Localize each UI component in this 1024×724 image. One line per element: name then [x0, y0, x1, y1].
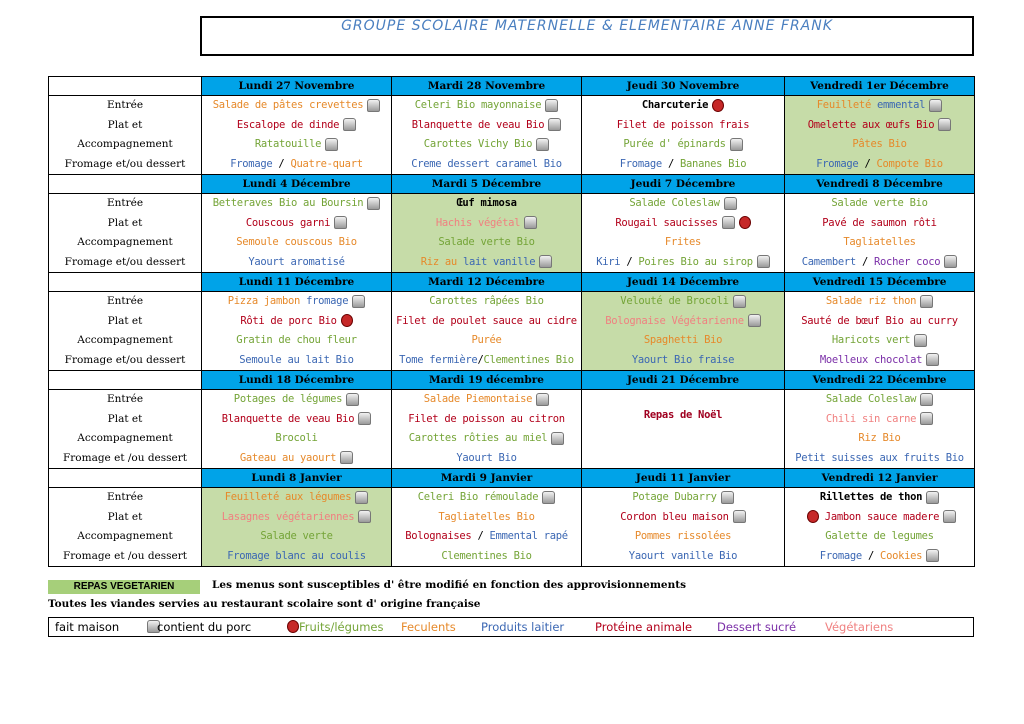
menu-cell-vegetarian — [785, 96, 975, 175]
chef-hat-icon — [943, 510, 956, 523]
chef-hat-icon — [929, 99, 942, 112]
week-header — [49, 175, 975, 194]
menu-cell — [392, 390, 582, 469]
dish: Riz au — [420, 255, 457, 268]
dish: Brocoli — [275, 432, 318, 444]
dish: Riz Bio — [858, 432, 901, 444]
dish: Potages de légumes — [233, 393, 343, 405]
dish: Salade verte — [260, 530, 333, 542]
dish: Gratin de chou fleur — [236, 334, 357, 346]
day-header: Vendredi 15 Décembre — [785, 273, 975, 292]
legend-proteine-animale: Protéine animale — [595, 620, 693, 634]
chef-hat-icon — [920, 393, 933, 406]
dish: Celeri Bio rémoulade — [417, 491, 539, 503]
separator: / — [278, 157, 285, 170]
dish: Carottes rôties au miel — [408, 432, 548, 444]
dish: Petit suisses aux fruits Bio — [795, 451, 964, 464]
dish: Feuilleté aux légumes — [224, 491, 352, 503]
dish: Clementines Bio — [441, 549, 532, 562]
dish: Emmental rapé — [489, 530, 568, 542]
chef-hat-icon — [355, 491, 368, 504]
chef-hat-icon — [724, 197, 737, 210]
label-accompagnement: Accompagnement — [77, 236, 173, 248]
row-labels — [49, 390, 202, 469]
dish: Blanquette de veau Bio — [221, 412, 355, 425]
dish: Jambon sauce madere — [824, 510, 940, 523]
pig-icon — [739, 216, 751, 229]
dish: emmental — [877, 99, 926, 111]
dish: Tome fermière — [399, 353, 478, 366]
label-plat: Plat et — [107, 510, 143, 523]
dish: Carottes Vichy Bio — [423, 138, 533, 150]
page-title: GROUPE SCOLAIRE MATERNELLE & ELEMENTAIRE ANNE FRANK — [341, 18, 833, 34]
day-header: Mardi 19 décembre — [392, 371, 582, 390]
dish: Semoule couscous Bio — [236, 236, 357, 248]
chef-hat-icon — [367, 99, 380, 112]
meat-origin-note: Toutes les viandes servies au restaurant scolaire sont d' origine française — [48, 598, 481, 610]
dish: Galette de legumes — [825, 530, 934, 542]
day-header: Jeudi 11 Janvier — [582, 469, 785, 488]
legend-produits-laitier: Produits laitier — [481, 620, 565, 634]
row-labels — [49, 96, 202, 175]
chef-hat-icon — [733, 295, 746, 308]
chef-hat-icon — [524, 216, 537, 229]
week-header — [49, 371, 975, 390]
separator: / — [477, 530, 484, 542]
chef-hat-icon — [944, 255, 957, 268]
label-entree: Entrée — [106, 491, 144, 503]
separator: / — [477, 353, 484, 366]
menu-cell — [582, 488, 785, 567]
dish-repas-noel: Repas de Noël — [643, 409, 723, 421]
legend-fruits-legumes: Fruits/légumes — [299, 620, 384, 634]
vegetarian-legend-badge: REPAS VEGETARIEN — [48, 580, 200, 594]
legend-fait-maison: fait maison — [55, 620, 120, 634]
separator: / — [867, 549, 875, 562]
menu-cell — [582, 96, 785, 175]
dish: Yaourt aromatisé — [248, 255, 345, 268]
chef-hat-icon — [358, 510, 371, 523]
day-header: Lundi 18 Décembre — [202, 371, 392, 390]
legend-dessert-sucre: Dessert sucré — [717, 620, 797, 634]
label-plat: Plat et — [107, 314, 143, 327]
dish: Gateau au yaourt — [239, 451, 337, 464]
dish: Clementines Bio — [483, 353, 574, 366]
dish: Fromage blanc au coulis — [227, 549, 366, 562]
dish: Frites — [664, 236, 702, 248]
day-header: Mardi 9 Janvier — [392, 469, 582, 488]
chef-hat-icon — [352, 295, 365, 308]
day-header: Vendredi 8 Décembre — [785, 175, 975, 194]
day-header: Lundi 27 Novembre — [202, 77, 392, 96]
dish: Velouté de Brocoli — [620, 295, 729, 307]
separator: / — [864, 157, 871, 170]
dish: Moelleux chocolat — [819, 353, 923, 366]
dish: Salade de pâtes crevettes — [212, 99, 364, 111]
dish: Salade verte Bio — [831, 197, 928, 209]
day-header: Lundi 8 Janvier — [202, 469, 392, 488]
day-header: Lundi 4 Décembre — [202, 175, 392, 194]
dish: Yaourt Bio fraise — [631, 353, 735, 366]
label-entree: Entrée — [106, 197, 144, 209]
menu-cell — [202, 96, 392, 175]
menu-cell — [785, 292, 975, 371]
dish: Hachis végétal — [435, 216, 521, 229]
day-header: Lundi 11 Décembre — [202, 273, 392, 292]
dish: Salade verte Bio — [438, 236, 535, 248]
chef-hat-icon — [757, 255, 770, 268]
menu-cell-noel — [582, 390, 785, 469]
week-row — [49, 96, 975, 175]
separator: / — [861, 255, 868, 268]
week-row — [49, 194, 975, 273]
label-accompagnement: Accompagnement — [77, 530, 173, 542]
dish: Fromage — [819, 549, 862, 562]
day-header: Jeudi 21 Décembre — [582, 371, 785, 390]
dish: Salade Coleslaw — [629, 197, 720, 209]
chef-hat-icon — [343, 118, 356, 131]
week-header — [49, 77, 975, 96]
dish: Poires Bio au sirop — [638, 255, 753, 268]
legend-feculents: Feculents — [401, 620, 456, 634]
day-header: Jeudi 30 Novembre — [582, 77, 785, 96]
dish: Escalope de dinde — [236, 118, 340, 131]
label-plat: Plat et — [107, 412, 143, 425]
dish: Salade riz thon — [825, 295, 917, 307]
day-header: Jeudi 7 Décembre — [582, 175, 785, 194]
day-header: Vendredi 1er Décembre — [785, 77, 975, 96]
menu-cell — [392, 96, 582, 175]
row-labels — [49, 194, 202, 273]
menu-cell — [785, 488, 975, 567]
dish: Kiri — [596, 255, 621, 268]
dish: Ratatouille — [254, 138, 322, 150]
pig-icon — [341, 314, 353, 327]
chef-hat-icon — [340, 451, 353, 464]
dish: Yaourt vanille Bio — [628, 549, 738, 562]
chef-hat-icon — [551, 432, 564, 445]
dish: Cordon bleu maison — [620, 510, 729, 523]
dish: Purée d' épinards — [623, 138, 726, 150]
dish: Omelette aux œufs Bio — [807, 118, 935, 131]
label-dessert: Fromage et /ou dessert — [62, 451, 187, 464]
pig-icon — [807, 510, 819, 523]
label-dessert: Fromage et/ou dessert — [64, 255, 186, 268]
dish: Filet de poisson frais — [616, 118, 750, 131]
chef-hat-icon — [358, 412, 371, 425]
menu-cell-vegetarian — [202, 488, 392, 567]
day-header: Mardi 5 Décembre — [392, 175, 582, 194]
row-labels — [49, 292, 202, 371]
dish: Fromage — [230, 157, 273, 170]
chef-hat-icon — [920, 295, 933, 308]
chef-hat-icon — [938, 118, 951, 131]
menu-cell — [202, 194, 392, 273]
label-accompagnement: Accompagnement — [77, 138, 173, 150]
day-header: Vendredi 12 Janvier — [785, 469, 975, 488]
dish: Feuilleté — [816, 99, 871, 111]
week-row — [49, 390, 975, 469]
dish: Celeri Bio mayonnaise — [414, 99, 542, 111]
legend-porc: contient du porc — [157, 620, 252, 634]
dish: Filet de poisson au citron — [408, 412, 565, 425]
chef-hat-icon — [542, 491, 555, 504]
chef-hat-icon — [545, 99, 558, 112]
menu-cell-vegetarian — [582, 292, 785, 371]
week-row — [49, 488, 975, 567]
chef-hat-icon — [733, 510, 746, 523]
chef-hat-icon — [367, 197, 380, 210]
pig-icon — [712, 99, 724, 112]
separator: / — [667, 157, 674, 170]
chef-hat-icon — [346, 393, 359, 406]
label-plat: Plat et — [107, 216, 143, 229]
dish: Salade Coleslaw — [825, 393, 917, 405]
dish: lait vanille — [462, 255, 536, 268]
chef-hat-icon — [914, 334, 927, 347]
dish: Pâtes Bio — [852, 138, 907, 150]
dish: Rougail saucisses — [615, 216, 718, 229]
dish: Sauté de bœuf Bio au curry — [801, 314, 958, 327]
dish: Rillettes de thon — [819, 491, 923, 503]
chef-hat-icon — [539, 255, 552, 268]
chef-hat-icon — [325, 138, 338, 151]
dish: Tagliatelles — [843, 236, 916, 248]
chef-hat-icon — [926, 549, 939, 562]
title-box — [200, 16, 974, 56]
dish: Fromage — [816, 157, 859, 170]
dish: Compote Bio — [876, 157, 943, 170]
dish: Camembert — [801, 255, 856, 268]
label-dessert: Fromage et /ou dessert — [62, 549, 187, 562]
separator: / — [626, 255, 633, 268]
dish: Bolognaise Végétarienne — [605, 314, 744, 327]
chef-hat-icon — [722, 216, 735, 229]
label-accompagnement: Accompagnement — [77, 334, 173, 346]
chef-hat-icon — [536, 393, 549, 406]
dish: Couscous garni — [245, 216, 331, 229]
dish: Chili sin carne — [825, 412, 917, 425]
dish: Yaourt Bio — [456, 451, 517, 464]
label-entree: Entrée — [106, 393, 144, 405]
dish: Pizza jambon — [227, 295, 301, 307]
dish: Spaghetti Bio — [643, 334, 723, 346]
dish: Pommes rissolées — [634, 530, 732, 542]
chef-hat-icon — [926, 353, 939, 366]
dish: Œuf mimosa — [456, 197, 517, 209]
dish: Pavé de saumon rôti — [822, 216, 937, 229]
color-legend — [48, 617, 974, 637]
legend-vegetariens: Végétariens — [825, 620, 894, 634]
week-header — [49, 469, 975, 488]
label-entree: Entrée — [106, 295, 144, 307]
chef-hat-icon — [334, 216, 347, 229]
day-header: Mardi 28 Novembre — [392, 77, 582, 96]
label-accompagnement: Accompagnement — [77, 432, 173, 444]
dish: Carottes râpées Bio — [429, 295, 544, 307]
menu-cell — [202, 292, 392, 371]
label-entree: Entrée — [106, 99, 144, 111]
chef-hat-icon — [721, 491, 734, 504]
menu-table — [48, 76, 975, 567]
label-dessert: Fromage et/ou dessert — [64, 157, 186, 170]
chef-hat-icon — [920, 412, 933, 425]
dish: Lasagnes végétariennes — [221, 510, 355, 523]
week-header — [49, 273, 975, 292]
dish: Quatre-quart — [290, 157, 363, 170]
menu-cell — [202, 390, 392, 469]
dish: Bananes Bio — [680, 157, 747, 170]
dish: Creme dessert caramel Bio — [411, 157, 562, 170]
dish: Salade Piemontaise — [423, 393, 533, 405]
day-header: Jeudi 14 Décembre — [582, 273, 785, 292]
chef-hat-icon — [748, 314, 761, 327]
menu-cell — [582, 194, 785, 273]
row-labels — [49, 488, 202, 567]
dish: Purée — [471, 334, 502, 346]
menu-cell — [785, 194, 975, 273]
label-dessert: Fromage et/ou dessert — [64, 353, 186, 366]
supply-note: Les menus sont susceptibles d' être modifié en fonction des approvisionnements — [212, 579, 687, 591]
dish: Semoule au lait Bio — [239, 353, 354, 366]
dish: Filet de poulet sauce au cidre — [396, 314, 577, 327]
dish: Tagliatelles Bio — [438, 510, 535, 523]
pig-icon — [287, 620, 299, 633]
dish: fromage — [306, 295, 349, 307]
chef-hat-icon — [926, 491, 939, 504]
day-header: Vendredi 22 Décembre — [785, 371, 975, 390]
menu-cell — [392, 292, 582, 371]
day-header: Mardi 12 Décembre — [392, 273, 582, 292]
dish: Bolognaises — [405, 530, 472, 542]
dish: Betteraves Bio au Boursin — [212, 197, 364, 209]
dish: Potage Dubarry — [632, 491, 717, 503]
label-plat: Plat et — [107, 118, 143, 131]
menu-cell-vegetarian — [392, 194, 582, 273]
dish: Rocher coco — [874, 255, 941, 268]
dish: Fromage — [619, 157, 662, 170]
dish: Rôti de porc Bio — [240, 314, 337, 327]
dish: Cookies — [880, 549, 923, 562]
chef-hat-icon — [730, 138, 743, 151]
dish: Blanquette de veau Bio — [411, 118, 545, 131]
dish: Haricots vert — [831, 334, 911, 346]
dish: Charcuterie — [641, 99, 709, 111]
chef-hat-icon — [548, 118, 561, 131]
chef-hat-icon — [536, 138, 549, 151]
menu-cell — [785, 390, 975, 469]
week-row — [49, 292, 975, 371]
menu-cell — [392, 488, 582, 567]
